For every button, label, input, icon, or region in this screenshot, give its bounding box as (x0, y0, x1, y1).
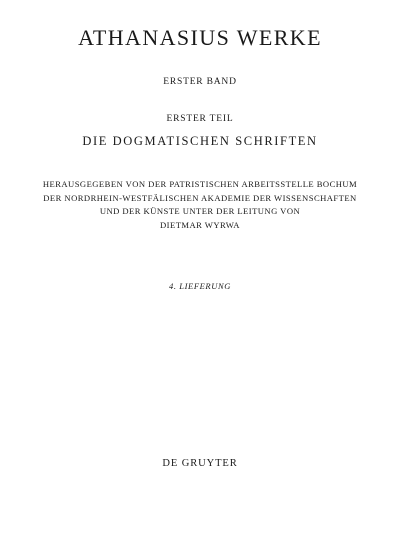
editor-line: DER NORDRHEIN-WESTFÄLISCHEN AKADEMIE DER WISSENSCHAFTEN (43, 192, 357, 203)
section-title: DIE DOGMATISCHEN SCHRIFTEN (82, 134, 318, 148)
editor-name: DIETMAR WYRWA (160, 219, 240, 230)
book-title: ATHANASIUS WERKE (78, 25, 322, 50)
volume-label: ERSTER BAND (163, 77, 237, 87)
editor-line: UND DER KÜNSTE UNTER DER LEITUNG VON (99, 206, 301, 216)
publisher-name: DE GRUYTER (162, 458, 238, 469)
editor-statement (0, 178, 400, 232)
installment-label: 4. LIEFERUNG (169, 281, 231, 291)
editor-line: HERAUSGEGEBEN VON DER PATRISTISCHEN ARBEITSSTELLE BOCHUM (42, 179, 358, 189)
part-label: ERSTER TEIL (166, 114, 234, 124)
